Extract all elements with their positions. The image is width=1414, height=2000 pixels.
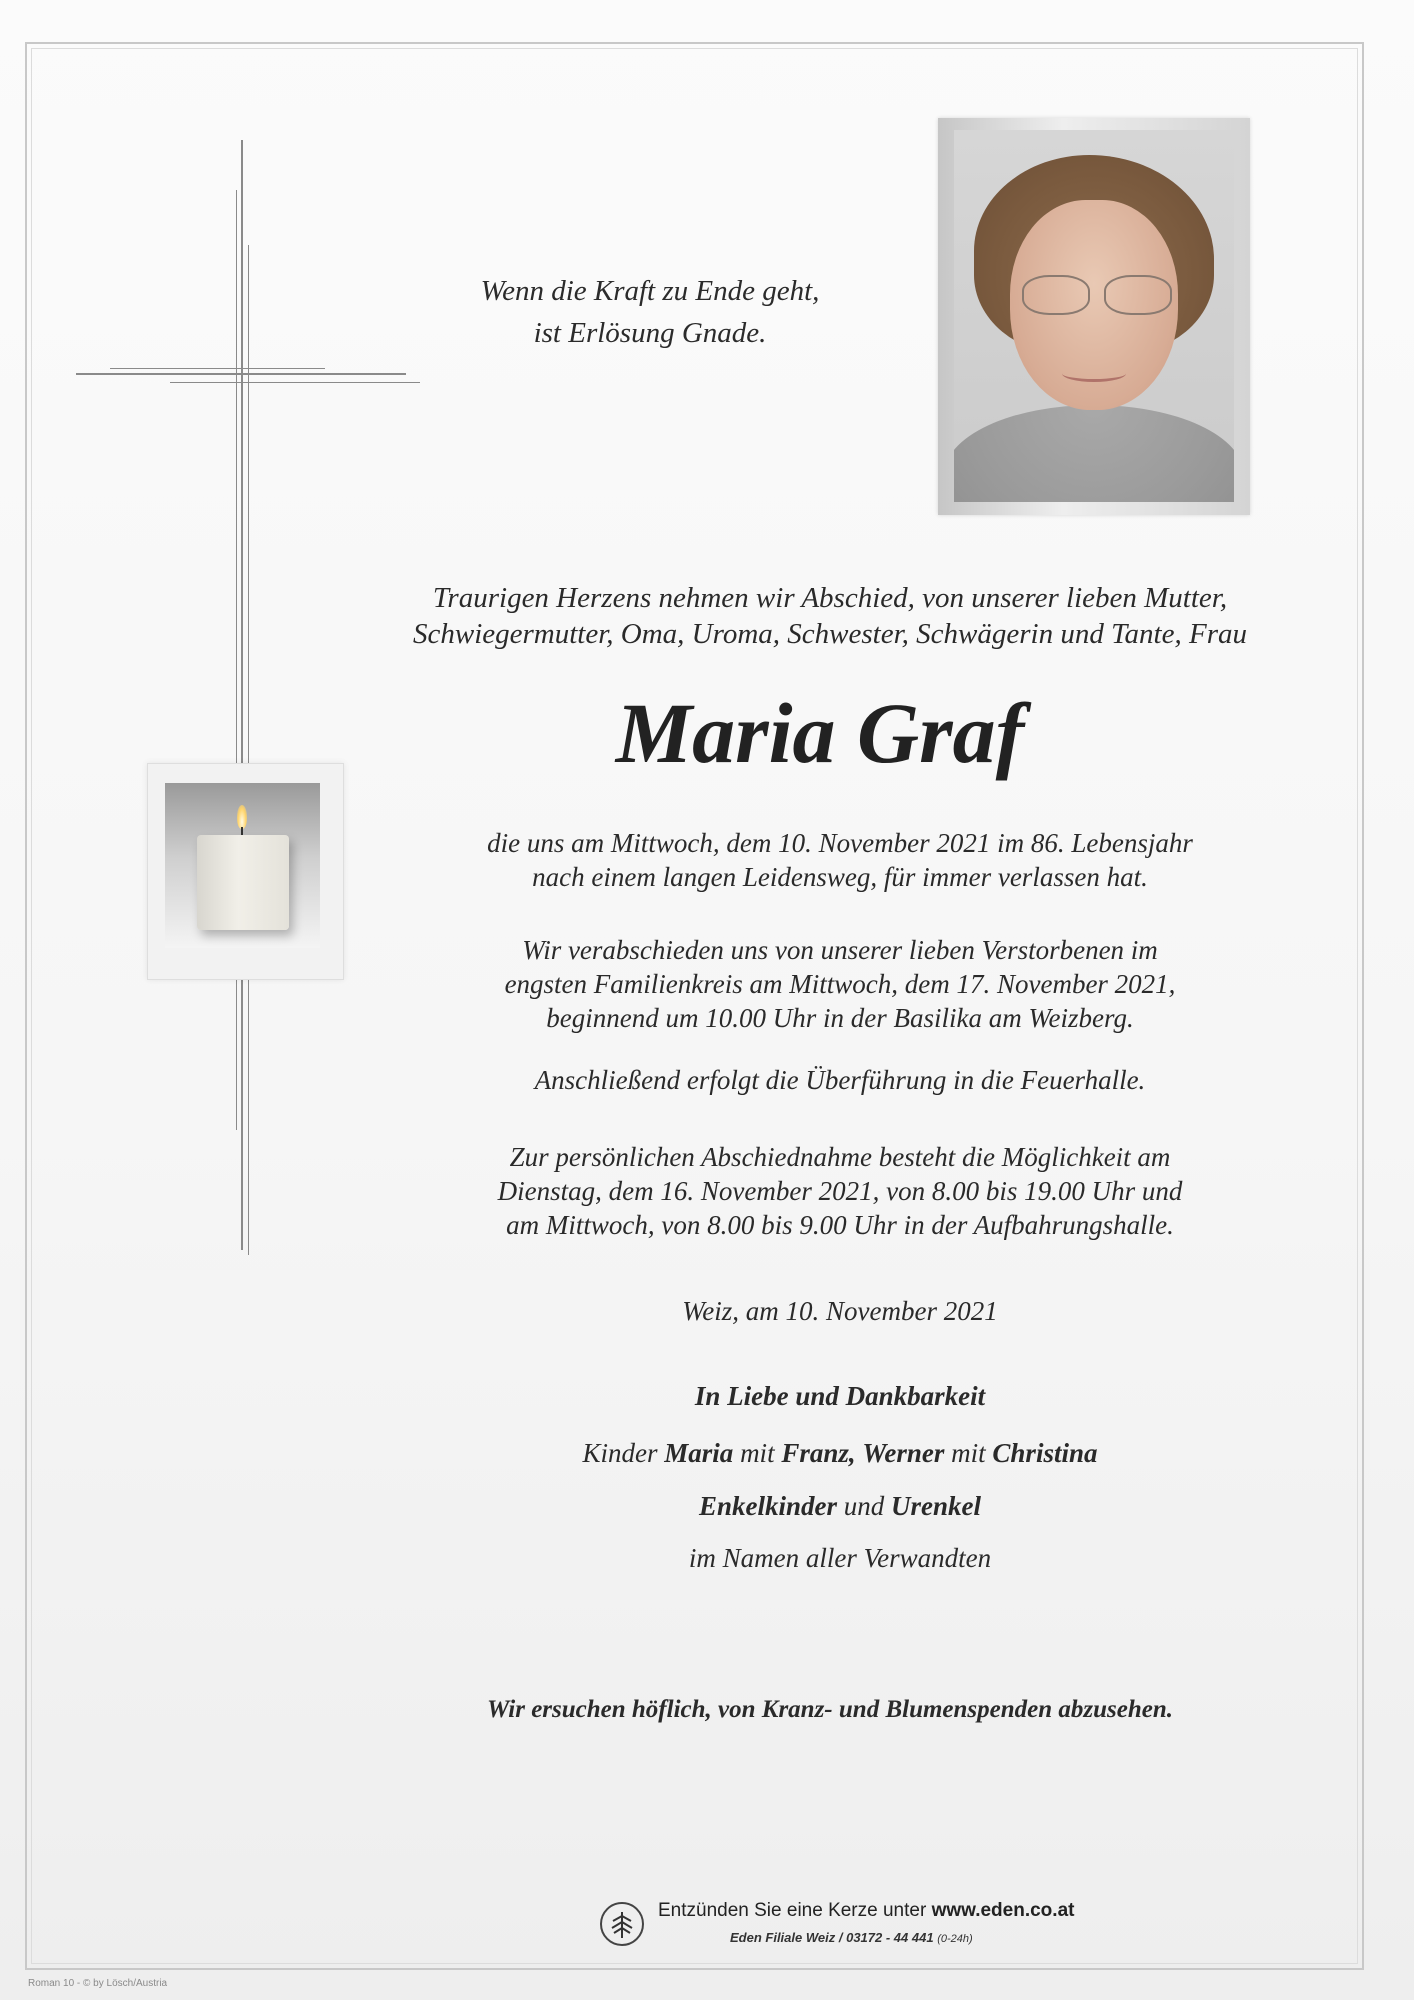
poem-line: ist Erlösung Gnade. <box>533 317 767 349</box>
and-word: und <box>843 1491 885 1521</box>
place-date: Weiz, am 10. November 2021 <box>682 1296 998 1326</box>
farewell-line: beginnend um 10.00 Uhr in der Basilika am Weizberg. <box>546 1003 1134 1033</box>
footer <box>598 1896 1118 1966</box>
phone-number: 03172 - 44 441 <box>846 1930 934 1945</box>
portrait-photo <box>954 130 1234 502</box>
copyright-note: Roman 10 - © by Lösch/Austria <box>28 1978 168 1989</box>
intro-line: Schwiegermutter, Oma, Uroma, Schwester, Schwägerin und Tante, Frau <box>413 618 1247 650</box>
candle-text: Entzünden Sie eine Kerze unter <box>658 1900 927 1921</box>
with-word: mit <box>740 1438 775 1468</box>
greatgrandchildren-label: Urenkel <box>891 1491 982 1521</box>
children-prefix: Kinder <box>582 1438 658 1468</box>
viewing-info <box>400 1140 1280 1242</box>
intro-text <box>330 580 1330 652</box>
viewing-line: am Mittwoch, von 8.00 bis 9.00 Uhr in der Aufbahrungshalle. <box>506 1210 1174 1240</box>
branch-label: Eden Filiale Weiz / <box>730 1930 843 1945</box>
candle-invitation <box>658 1900 1074 1922</box>
death-notice-line: nach einem langen Leidensweg, für immer verlassen hat. <box>532 862 1148 892</box>
tree-logo-icon <box>600 1902 644 1946</box>
spouse-name: Franz, <box>781 1438 856 1468</box>
signature-relatives: im Namen aller Verwandten <box>688 1543 992 1573</box>
branch-contact <box>730 1930 973 1945</box>
signature-grandchildren <box>400 1489 1280 1523</box>
viewing-line: Zur persönlichen Abschiednahme besteht die Möglichkeit am <box>509 1142 1171 1172</box>
grandchildren-label: Enkelkinder <box>698 1491 838 1521</box>
signature-children <box>400 1436 1280 1470</box>
intro-line: Traurigen Herzens nehmen wir Abschied, von unserer lieben Mutter, <box>432 582 1228 614</box>
viewing-line: Dienstag, dem 16. November 2021, von 8.00 bis 19.00 Uhr und <box>497 1176 1183 1206</box>
child-name: Maria <box>664 1438 734 1468</box>
spouse-name: Christina <box>992 1438 1098 1468</box>
death-notice-line: die uns am Mittwoch, dem 10. November 2021 im 86. Lebensjahr <box>487 828 1193 858</box>
donation-request: Wir ersuchen höflich, von Kranz- und Blumenspenden abzusehen. <box>486 1696 1174 1723</box>
death-notice <box>400 826 1280 894</box>
hours-label: (0-24h) <box>937 1933 973 1945</box>
signature-heading: In Liebe und Dankbarkeit <box>694 1381 986 1411</box>
deceased-name: Maria Graf <box>615 685 1025 781</box>
child-name: Werner <box>862 1438 945 1468</box>
candle-icon <box>165 783 320 948</box>
poem-line: Wenn die Kraft zu Ende geht, <box>480 275 820 307</box>
poem <box>430 270 870 354</box>
website-link[interactable]: www.eden.co.at <box>931 1900 1075 1921</box>
with-word: mit <box>951 1438 986 1468</box>
transfer-info: Anschließend erfolgt die Überführung in die Feuerhalle. <box>534 1065 1146 1095</box>
farewell-info <box>400 933 1280 1035</box>
farewell-line: Wir verabschieden uns von unserer lieben Verstorbenen im <box>522 935 1158 965</box>
farewell-line: engsten Familienkreis am Mittwoch, dem 17. November 2021, <box>504 969 1176 999</box>
